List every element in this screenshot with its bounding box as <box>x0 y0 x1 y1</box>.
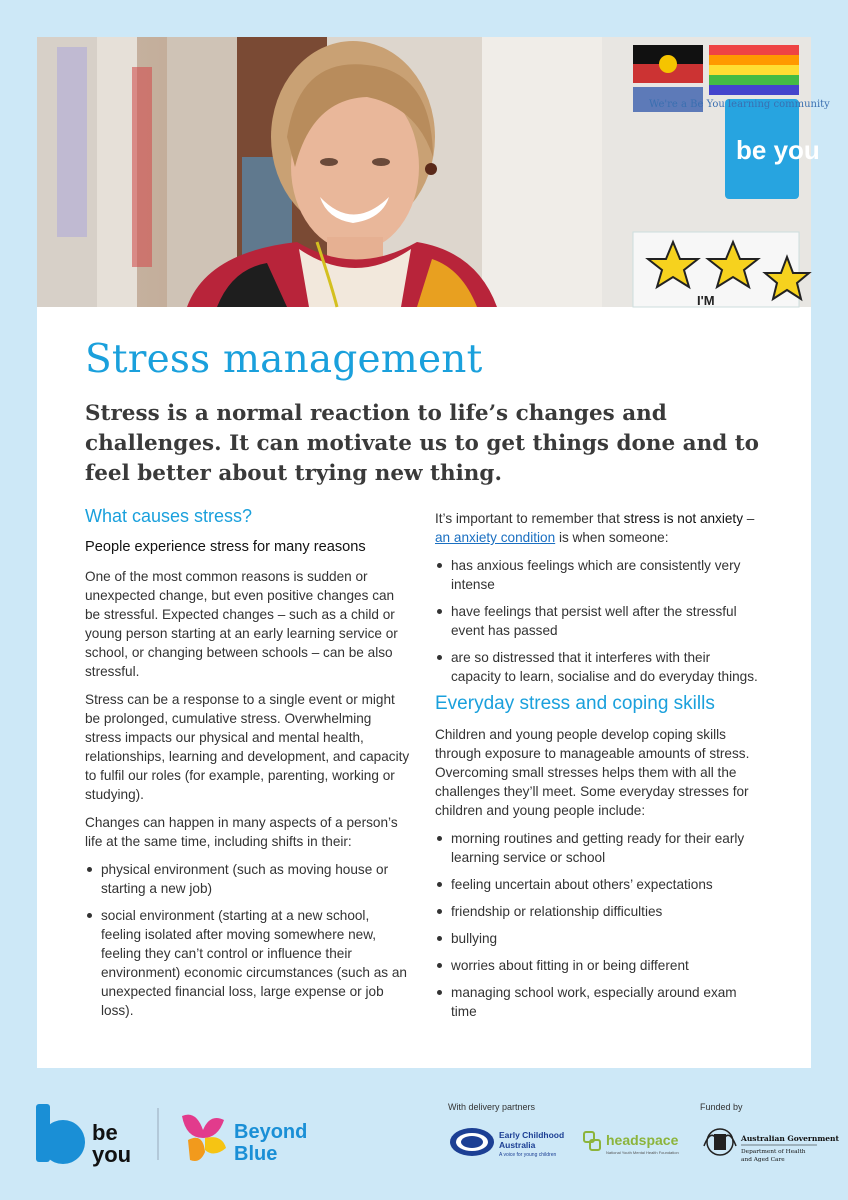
list-item: bullying <box>435 929 761 948</box>
list-item: has anxious feelings which are consistently very intense <box>435 556 761 594</box>
footer-logos <box>0 1068 848 1200</box>
beyond-word: Beyond <box>234 1121 308 1143</box>
page-sheet <box>37 37 830 1068</box>
paragraph: One of the most common reasons is sudden or unexpected change, but even positive changes can be stressful. Expected changes – such as a child or young person starting at an early learning service or school, or changing between schools – can be also stressful. <box>85 569 398 679</box>
right-column <box>435 509 761 1029</box>
list-item: managing school work, especially around exam time <box>435 983 761 1021</box>
gov-line-2: Department of Health <box>741 1149 806 1155</box>
page-title: Stress management <box>85 337 483 382</box>
partners-label: With delivery partners <box>448 1102 536 1112</box>
funded-label: Funded by <box>700 1102 743 1112</box>
eca-line-1: Early Childhood <box>499 1130 565 1140</box>
list-item: worries about fitting in or being different <box>435 956 761 975</box>
eca-line-2: Australia <box>499 1140 536 1150</box>
list-item: are so distressed that it interferes with their capacity to learn, socialise and do everyday things. <box>435 648 761 686</box>
badge-text: I'M <box>697 293 715 308</box>
list-item: friendship or relationship difficulties <box>435 902 761 921</box>
wall-brand-text: be you <box>736 135 820 165</box>
hero-illustration <box>37 37 830 308</box>
anxiety-condition-link[interactable]: an anxiety condition <box>435 530 556 545</box>
gov-line-3: and Aged Care <box>741 1157 785 1163</box>
hero-photo <box>37 37 830 308</box>
bullet-list-anxiety <box>435 556 761 686</box>
anxiety-intro <box>435 509 761 547</box>
headspace-word: headspace <box>606 1132 679 1148</box>
be-you-word-1: be <box>92 1120 118 1145</box>
text-run: It’s important to remember that <box>435 511 624 526</box>
section-subheading: People experience stress for many reasons <box>85 539 366 555</box>
be-you-word-2: you <box>92 1142 132 1167</box>
bullet-list-stresses <box>435 829 761 1021</box>
blue-word: Blue <box>234 1143 278 1165</box>
government-crest <box>704 1129 839 1163</box>
left-column <box>85 507 411 1028</box>
bullet-list-changes <box>85 860 411 1020</box>
list-item: have feelings that persist well after the stressful event has passed <box>435 602 761 640</box>
section-heading-coping: Everyday stress and coping skills <box>435 693 715 714</box>
headspace-sub: National Youth Mental Health Foundation <box>606 1150 679 1155</box>
text-run: is when someone: <box>555 530 669 545</box>
eca-logo <box>450 1128 564 1158</box>
list-item: social environment (starting at a new school, feeling isolated after moving somewhere new, feeling they can’t control or influence their environment) economic circumstances (such as an unexpected financial loss, large expense or job loss). <box>85 906 411 1020</box>
text-run: – <box>743 511 755 526</box>
gov-line-1: Australian Government <box>741 1134 839 1143</box>
be-you-logo <box>36 1104 131 1167</box>
eca-line-3: A voice for young children <box>499 1152 557 1158</box>
paragraph: Children and young people develop coping skills through exposure to manageable amounts of stress. Overcoming small stresses helps them with all the challenges they’ll meet. Some everyday stresses for children and young people include: <box>435 727 750 818</box>
paragraph: Stress can be a response to a single event or might be prolonged, cumulative stress. Overwhelming stress impacts our physical and mental health, relationships, learning and development, and capacity to fulfil our roles (for example, parenting, working or studying). <box>85 692 410 802</box>
headspace-logo <box>584 1132 679 1155</box>
list-item: physical environment (such as moving house or starting a new job) <box>85 860 411 898</box>
list-item: morning routines and getting ready for their early learning service or school <box>435 829 761 867</box>
paragraph: Changes can happen in many aspects of a person’s life at the same time, including shifts in their: <box>85 815 398 849</box>
list-item: feeling uncertain about others’ expectations <box>435 875 761 894</box>
emphasis-text: stress is not anxiety <box>623 511 744 526</box>
wall-sign-text: We're a Be You learning community <box>649 99 830 110</box>
section-heading-causes: What causes stress? <box>85 506 253 526</box>
intro-text: Stress is a normal reaction to life’s changes and challenges. It can motivate us to get things done and to feel better about trying new thing. <box>85 401 760 486</box>
beyond-blue-logo <box>182 1115 307 1165</box>
